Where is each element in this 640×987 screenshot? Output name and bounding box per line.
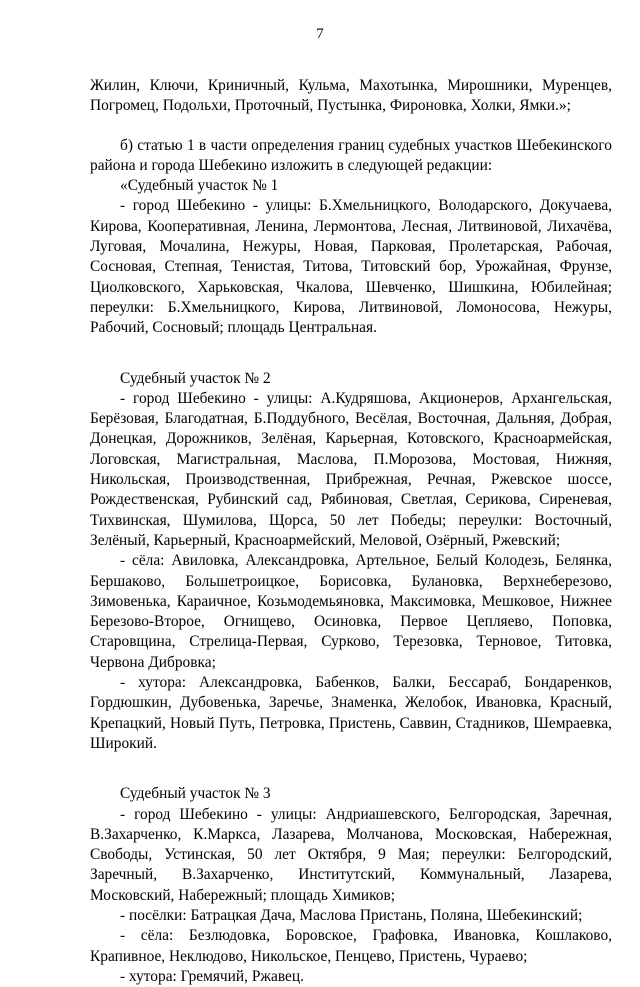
paragraph-district-3-streets: - город Шебекино - улицы: Андриашевского, Белгородская, Заречная, В.Захарченко, К.Маркса, Лазарева, Молчанова, Московская, Набережная, Свободы, Устинская, 50 лет Октября, 9 Мая; переулки: Белгородский, Заречный, В.Захарченко, Институтский, Коммунальный, Лазарева, Московский, Набережный; площадь Химиков;: [90, 805, 612, 904]
paragraph-district-3-settlements: - посёлки: Батрацкая Дача, Маслова Пристань, Поляна, Шебекинский;: [120, 906, 583, 924]
paragraph-district-3-hamlets: - хутора: Гремячий, Ржавец.: [120, 967, 304, 985]
section-heading-district-2: Судебный участок № 2: [120, 369, 271, 387]
section-heading-district-1: «Судебный участок № 1: [120, 177, 279, 195]
paragraph-district-3-villages: - сёла: Безлюдовка, Боровское, Графовка, Ивановка, Кошлаково, Крапивное, Неклюдово, Никольское, Пенцево, Пристень, Чураево;: [90, 927, 612, 965]
paragraph-district-2-villages: - сёла: Авиловка, Александровка, Артельное, Белый Колодезь, Белянка, Бершаково, Большетроицкое, Борисовка, Булановка, Верхнеберезово, Зимовенька, Караичное, Козьмодемьяновка, Максимовка, Мешковое, Нижнее Березово-Второе, Огнищево, Осиновка, Первое Цепляево, Поповка, Старовщина, Стрелица-Первая, Сурково, Терезовка, Терновое, Титовка, Червона Дибровка;: [90, 552, 612, 671]
paragraph-district-1-streets: - город Шебекино - улицы: Б.Хмельницкого, Володарского, Докучаева, Кирова, Кооперативная, Ленина, Лермонтова, Лесная, Литвиновой, Лихачёва, Луговая, Мочалина, Нежуры, Новая, Парковая, Пролетарская, Рабочая, Сосновая, Степная, Тенистая, Титова, Титовский бор, Урожайная, Фрунзе, Циолковского, Харьковская, Чкалова, Шевченко, Шишкина, Юбилейная; переулки: Б.Хмельницкого, Кирова, Литвиновой, Ломоносова, Нежуры, Рабочий, Сосновый; площадь Центральная.: [90, 197, 612, 337]
page-number: 7: [316, 26, 324, 42]
paragraph-district-2-hamlets: - хутора: Александровка, Бабенков, Балки, Бессараб, Бондаренков, Гордюшкин, Дубовенька, Заречье, Знаменка, Желобок, Ивановка, Красный, Крепацкий, Новый Путь, Петровка, Пристень, Саввин, Стадников, Шемраевка, Широкий.: [90, 674, 612, 752]
section-heading-district-3: Судебный участок № 3: [120, 785, 271, 803]
paragraph-district-2-streets: - город Шебекино - улицы: А.Кудряшова, Акционеров, Архангельская, Берёзовая, Благодатная, Б.Поддубного, Весёлая, Восточная, Дальняя, Добрая, Донецкая, Дорожников, Зелёная, Карьерная, Котовского, Красноармейская, Логовская, Магистральная, Маслова, П.Морозова, Мостовая, Нижняя, Никольская, Производственная, Прибрежная, Речная, Ржевское шоссе, Рождественская, Рубинский сад, Рябиновая, Светлая, Серикова, Сиреневая, Тихвинская, Шумилова, Щорса, 50 лет Победы; переулки: Восточный, Зелёный, Карьерный, Красноармейский, Меловой, Озёрный, Ржевский;: [90, 389, 612, 549]
paragraph-village-list: Жилин, Ключи, Криничный, Кульма, Махотынка, Мирошники, Муренцев, Погромец, Подольхи, Проточный, Пустынка, Фироновка, Холки, Ямки.»;: [90, 77, 612, 115]
paragraph-article-amendment: б) статью 1 в части определения границ судебных участков Шебекинского района и города Шебекино изложить в следующей редакции:: [90, 136, 612, 174]
document-body: [90, 76, 612, 987]
